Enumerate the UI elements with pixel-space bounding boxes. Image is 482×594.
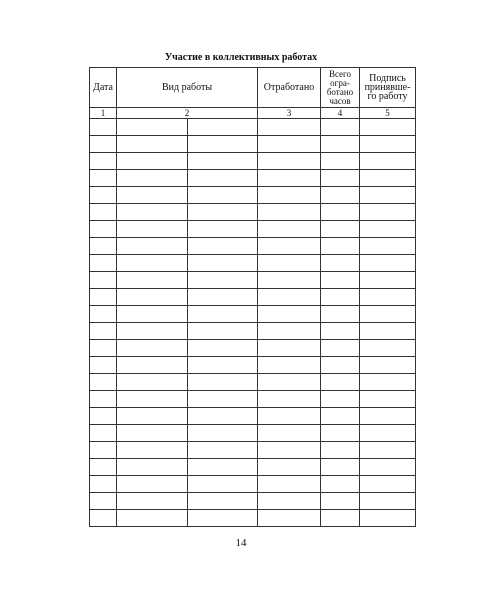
blank-cell	[258, 323, 321, 340]
blank-cell	[258, 391, 321, 408]
blank-cell	[188, 357, 258, 374]
header-total-hours-line: ботано	[326, 86, 354, 97]
blank-cell	[117, 391, 188, 408]
blank-cell	[360, 289, 416, 306]
column-number: 1	[90, 108, 117, 119]
header-total-hours-line: огра-	[330, 77, 350, 88]
blank-cell	[321, 493, 360, 510]
blank-cell	[188, 459, 258, 476]
blank-cell	[258, 238, 321, 255]
blank-cell	[258, 374, 321, 391]
blank-cell	[117, 170, 188, 187]
blank-cell	[117, 238, 188, 255]
blank-cell	[117, 153, 188, 170]
blank-cell	[90, 136, 117, 153]
column-number: 4	[321, 108, 360, 119]
blank-cell	[258, 425, 321, 442]
blank-cell	[258, 255, 321, 272]
blank-cell	[321, 357, 360, 374]
blank-cell	[117, 204, 188, 221]
header-total-hours-line: Всего	[328, 68, 352, 79]
blank-cell	[117, 476, 188, 493]
blank-cell	[117, 425, 188, 442]
blank-cell	[90, 119, 117, 136]
blank-cell	[90, 476, 117, 493]
blank-cell	[188, 476, 258, 493]
blank-cell	[188, 170, 258, 187]
blank-cell	[117, 357, 188, 374]
blank-cell	[90, 323, 117, 340]
blank-cell	[360, 510, 416, 527]
header-signature-line: го работу	[367, 91, 408, 102]
blank-cell	[258, 221, 321, 238]
blank-cell	[360, 476, 416, 493]
blank-cell	[258, 408, 321, 425]
blank-cell	[321, 340, 360, 357]
table-row	[90, 272, 416, 289]
table-body	[90, 119, 416, 527]
blank-cell	[188, 425, 258, 442]
blank-cell	[321, 306, 360, 323]
blank-cell	[188, 238, 258, 255]
table-row	[90, 136, 416, 153]
blank-cell	[321, 459, 360, 476]
header-signature	[360, 68, 416, 108]
blank-cell	[321, 170, 360, 187]
table-row	[90, 442, 416, 459]
blank-cell	[258, 136, 321, 153]
blank-cell	[360, 493, 416, 510]
blank-cell	[258, 170, 321, 187]
blank-cell	[117, 272, 188, 289]
blank-cell	[117, 289, 188, 306]
blank-cell	[117, 493, 188, 510]
header-total-hours-line: часов	[329, 95, 351, 106]
table-row	[90, 153, 416, 170]
table-row	[90, 204, 416, 221]
blank-cell	[117, 340, 188, 357]
blank-cell	[90, 493, 117, 510]
blank-cell	[321, 153, 360, 170]
blank-cell	[90, 272, 117, 289]
table-row	[90, 221, 416, 238]
blank-cell	[117, 459, 188, 476]
blank-cell	[360, 442, 416, 459]
blank-cell	[117, 306, 188, 323]
blank-cell	[360, 357, 416, 374]
blank-cell	[258, 357, 321, 374]
blank-cell	[188, 136, 258, 153]
blank-cell	[360, 221, 416, 238]
blank-cell	[90, 408, 117, 425]
blank-cell	[360, 425, 416, 442]
table-row	[90, 374, 416, 391]
blank-cell	[90, 238, 117, 255]
blank-cell	[360, 204, 416, 221]
blank-cell	[360, 187, 416, 204]
blank-cell	[360, 153, 416, 170]
blank-cell	[117, 323, 188, 340]
blank-cell	[90, 442, 117, 459]
blank-cell	[258, 153, 321, 170]
blank-cell	[188, 323, 258, 340]
blank-cell	[188, 391, 258, 408]
blank-cell	[360, 136, 416, 153]
blank-cell	[258, 476, 321, 493]
blank-cell	[321, 391, 360, 408]
blank-cell	[360, 238, 416, 255]
table-row	[90, 255, 416, 272]
blank-cell	[188, 119, 258, 136]
blank-cell	[117, 510, 188, 527]
blank-cell	[117, 136, 188, 153]
blank-cell	[321, 221, 360, 238]
blank-cell	[188, 153, 258, 170]
blank-cell	[321, 442, 360, 459]
blank-cell	[258, 442, 321, 459]
blank-cell	[360, 255, 416, 272]
table-row	[90, 119, 416, 136]
table-row	[90, 323, 416, 340]
blank-cell	[360, 170, 416, 187]
blank-cell	[321, 374, 360, 391]
table-row	[90, 170, 416, 187]
blank-cell	[321, 425, 360, 442]
table-row	[90, 187, 416, 204]
header-row	[90, 68, 416, 108]
blank-cell	[90, 153, 117, 170]
table-row	[90, 408, 416, 425]
blank-cell	[360, 119, 416, 136]
table-row	[90, 340, 416, 357]
blank-cell	[90, 425, 117, 442]
column-number: 5	[360, 108, 416, 119]
blank-cell	[188, 408, 258, 425]
blank-cell	[90, 289, 117, 306]
blank-cell	[258, 340, 321, 357]
blank-cell	[188, 255, 258, 272]
blank-cell	[117, 408, 188, 425]
blank-cell	[360, 391, 416, 408]
table-row	[90, 459, 416, 476]
table-row	[90, 476, 416, 493]
blank-cell	[90, 340, 117, 357]
form-title: Участие в коллективных работах	[164, 52, 318, 63]
blank-cell	[258, 119, 321, 136]
blank-cell	[117, 442, 188, 459]
blank-cell	[188, 221, 258, 238]
header-date: Дата	[90, 68, 117, 108]
blank-cell	[90, 357, 117, 374]
header-worked: Отработано	[258, 68, 321, 108]
table-row	[90, 306, 416, 323]
blank-cell	[90, 170, 117, 187]
column-number: 3	[258, 108, 321, 119]
blank-cell	[188, 306, 258, 323]
blank-cell	[90, 391, 117, 408]
blank-cell	[360, 459, 416, 476]
column-number: 2	[117, 108, 258, 119]
blank-cell	[258, 272, 321, 289]
table-row	[90, 391, 416, 408]
table-row	[90, 238, 416, 255]
blank-cell	[321, 323, 360, 340]
blank-cell	[258, 306, 321, 323]
header-total-hours	[321, 68, 360, 108]
blank-cell	[360, 272, 416, 289]
blank-cell	[90, 510, 117, 527]
blank-cell	[90, 374, 117, 391]
column-number-row	[90, 108, 416, 119]
blank-cell	[321, 476, 360, 493]
collective-work-table	[89, 67, 416, 527]
blank-cell	[321, 238, 360, 255]
blank-cell	[90, 255, 117, 272]
blank-cell	[188, 442, 258, 459]
blank-cell	[188, 289, 258, 306]
blank-cell	[188, 374, 258, 391]
blank-cell	[321, 204, 360, 221]
header-work-type: Вид работы	[117, 68, 258, 108]
blank-cell	[258, 459, 321, 476]
blank-cell	[360, 374, 416, 391]
blank-cell	[321, 289, 360, 306]
blank-cell	[321, 408, 360, 425]
blank-cell	[188, 204, 258, 221]
blank-cell	[117, 119, 188, 136]
blank-cell	[90, 187, 117, 204]
blank-cell	[258, 187, 321, 204]
blank-cell	[321, 119, 360, 136]
blank-cell	[360, 306, 416, 323]
blank-cell	[360, 340, 416, 357]
blank-cell	[90, 221, 117, 238]
blank-cell	[188, 340, 258, 357]
table-row	[90, 289, 416, 306]
blank-cell	[117, 221, 188, 238]
blank-cell	[321, 272, 360, 289]
table-row	[90, 357, 416, 374]
blank-cell	[321, 510, 360, 527]
blank-cell	[321, 255, 360, 272]
table-row	[90, 510, 416, 527]
header-signature-line: принявше-	[364, 82, 411, 93]
blank-cell	[258, 289, 321, 306]
blank-cell	[188, 272, 258, 289]
header-signature-line: Подпись	[369, 73, 406, 84]
blank-cell	[188, 510, 258, 527]
table-row	[90, 425, 416, 442]
blank-cell	[188, 187, 258, 204]
blank-cell	[90, 306, 117, 323]
blank-cell	[117, 255, 188, 272]
blank-cell	[321, 136, 360, 153]
table-row	[90, 493, 416, 510]
blank-cell	[321, 187, 360, 204]
blank-cell	[90, 204, 117, 221]
blank-cell	[90, 459, 117, 476]
page-number: 14	[235, 537, 247, 549]
blank-cell	[188, 493, 258, 510]
blank-cell	[258, 493, 321, 510]
blank-cell	[117, 187, 188, 204]
blank-cell	[258, 204, 321, 221]
blank-cell	[360, 408, 416, 425]
blank-cell	[117, 374, 188, 391]
blank-cell	[258, 510, 321, 527]
blank-cell	[360, 323, 416, 340]
